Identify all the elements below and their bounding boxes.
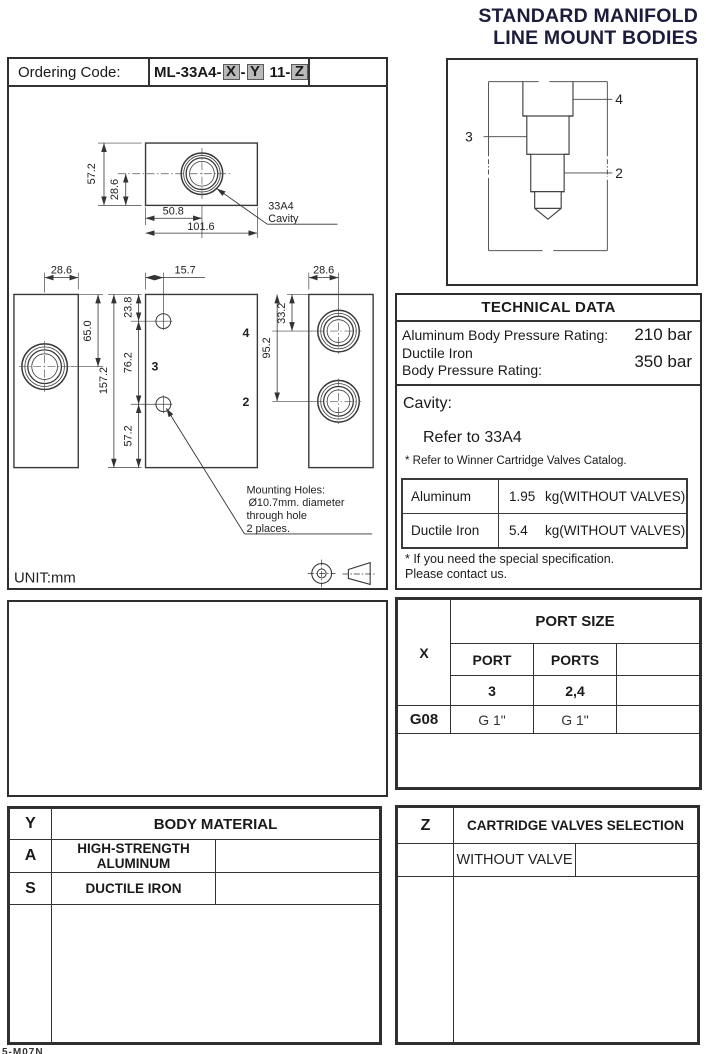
weight-row-aluminum bbox=[402, 479, 687, 514]
material-label-aluminum: HIGH-STRENGTH ALUMINUM bbox=[52, 840, 216, 873]
mounting-note-line2: Ø10.7mm. diameter bbox=[248, 497, 345, 510]
ordering-code-separator: - bbox=[240, 63, 246, 81]
front-view-outline bbox=[146, 294, 258, 467]
aluminum-rating-value: 210 bar bbox=[634, 325, 692, 344]
ductile-rating-label bbox=[402, 345, 542, 379]
material-empty-cell bbox=[216, 840, 380, 873]
body-material-key-empty bbox=[10, 905, 52, 1043]
cartridge-title: CARTRIDGE VALVES SELECTION bbox=[454, 808, 698, 844]
ordering-code-prefix: ML-33A4- bbox=[154, 63, 222, 81]
cartridge-empty-area bbox=[454, 877, 698, 1043]
dim-top-50-8: 50.8 bbox=[162, 205, 184, 218]
ordering-code-label: Ordering Code: bbox=[9, 59, 150, 85]
cartridge-selection-table bbox=[397, 807, 698, 1043]
dim-left-28-6: 28.6 bbox=[50, 264, 73, 277]
cavity-callout bbox=[268, 200, 299, 225]
ductile-rating-row bbox=[402, 345, 694, 379]
body-material-title: BODY MATERIAL bbox=[52, 809, 380, 840]
cavity-section-panel bbox=[446, 58, 698, 286]
mounting-holes-note bbox=[246, 484, 344, 535]
weight-row-ductile bbox=[402, 514, 687, 549]
body-outlines bbox=[14, 143, 373, 468]
body-material-empty-area bbox=[52, 905, 380, 1043]
ordering-code-y-box: Y bbox=[247, 64, 264, 80]
weight-value: 5.4 kg(WITHOUT VALVES) bbox=[499, 514, 688, 549]
dim-top-101-6: 101.6 bbox=[187, 221, 215, 234]
dim-right-33-2: 33.2 bbox=[276, 302, 289, 324]
cavity-port-3-label: 3 bbox=[465, 129, 473, 145]
dim-front-157-2: 157.2 bbox=[97, 366, 110, 395]
weight-table bbox=[401, 478, 688, 549]
port-2-label: 2 bbox=[242, 395, 250, 410]
pressure-ratings bbox=[397, 322, 700, 386]
col-header-port: PORT bbox=[451, 644, 534, 676]
port-size-table bbox=[397, 599, 700, 788]
col-header-ports: PORTS bbox=[534, 644, 617, 676]
left-view-outline bbox=[14, 294, 78, 467]
g08-empty-cell bbox=[617, 706, 700, 734]
aluminum-rating-label: Aluminum Body Pressure Rating: bbox=[402, 326, 609, 343]
ordering-code-z-box: Z bbox=[291, 64, 307, 80]
cavity-callout-line2: Cavity bbox=[268, 213, 299, 226]
port-3-label: 3 bbox=[151, 359, 159, 374]
special-spec-note-line2: Please contact us. bbox=[405, 567, 508, 581]
dim-right-28-6: 28.6 bbox=[313, 264, 335, 277]
cavity-callout-line1: 33A4 bbox=[268, 200, 294, 213]
sub-header-empty bbox=[617, 676, 700, 706]
projection-symbol-icon bbox=[308, 560, 376, 588]
sub-header-port-3: 3 bbox=[451, 676, 534, 706]
dim-front-23-8: 23.8 bbox=[122, 296, 135, 318]
ductile-rating-label-line2: Body Pressure Rating: bbox=[402, 362, 543, 378]
cavity-section-drawing bbox=[448, 60, 696, 284]
footer-text-fragment: 5-M07N bbox=[2, 1047, 44, 1054]
mounting-note-line4: 2 places. bbox=[246, 522, 291, 535]
cartridge-empty-cell bbox=[576, 844, 698, 877]
unit-label: UNIT:mm bbox=[13, 570, 76, 587]
cavity-reference: Refer to 33A4 bbox=[423, 429, 522, 446]
cavity-block-outline bbox=[488, 82, 607, 251]
special-spec-note bbox=[405, 552, 614, 582]
material-label-ductile: DUCTILE IRON bbox=[52, 873, 216, 905]
drawing-panel bbox=[7, 57, 388, 590]
ordering-code-mid: 11- bbox=[269, 63, 291, 81]
dim-front-15-7: 15.7 bbox=[174, 264, 196, 277]
cavity-footnote: * Refer to Winner Cartridge Valves Catalog. bbox=[405, 455, 627, 467]
col-header-empty bbox=[617, 644, 700, 676]
cavity-port-4-label: 4 bbox=[615, 92, 623, 108]
dim-front-76-2: 76.2 bbox=[122, 352, 135, 374]
port-size-empty-area bbox=[398, 734, 700, 788]
dim-front-57-2: 57.2 bbox=[122, 425, 135, 447]
g08-ports-value: G 1" bbox=[534, 706, 617, 734]
leader-lines bbox=[166, 189, 372, 534]
cavity-leader-lines bbox=[484, 99, 613, 173]
aluminum-rating-row bbox=[402, 325, 694, 345]
port-4-label: 4 bbox=[242, 325, 250, 340]
technical-data-header: TECHNICAL DATA bbox=[397, 295, 700, 322]
page-title-line2: LINE MOUNT BODIES bbox=[493, 27, 698, 49]
cartridge-key-empty2 bbox=[398, 877, 454, 1043]
weight-material: Aluminum bbox=[402, 479, 499, 514]
page-title bbox=[478, 5, 698, 49]
weight-value: 1.95 kg(WITHOUT VALVES) bbox=[499, 479, 688, 514]
mounting-note-line3: through hole bbox=[246, 510, 307, 523]
row-code-g08: G08 bbox=[398, 706, 451, 734]
dim-left-65-0: 65.0 bbox=[82, 320, 95, 342]
port-size-panel bbox=[395, 597, 702, 790]
body-material-panel bbox=[7, 806, 382, 1045]
cartridge-option-without-valve: WITHOUT VALVE bbox=[454, 844, 576, 877]
centerlines bbox=[19, 148, 361, 424]
page-title-line1: STANDARD MANIFOLD bbox=[478, 5, 698, 27]
manifold-drawing bbox=[9, 85, 386, 588]
weight-material: Ductile Iron bbox=[402, 514, 499, 549]
cavity-heading: Cavity: bbox=[403, 395, 452, 412]
cavity-bore-profile bbox=[523, 82, 573, 220]
ductile-rating-value: 350 bar bbox=[634, 352, 692, 371]
port-number-labels bbox=[151, 326, 249, 409]
sub-header-ports-24: 2,4 bbox=[534, 676, 617, 706]
body-material-table bbox=[9, 808, 380, 1043]
cavity-port-2-label: 2 bbox=[615, 165, 623, 181]
port-size-key: X bbox=[398, 600, 451, 706]
material-empty-cell bbox=[216, 873, 380, 905]
material-code-s: S bbox=[10, 873, 52, 905]
dim-right-95-2: 95.2 bbox=[261, 337, 274, 359]
g08-port-value: G 1" bbox=[451, 706, 534, 734]
cartridge-selection-panel bbox=[395, 805, 700, 1045]
body-material-key: Y bbox=[10, 809, 52, 840]
cartridge-key: Z bbox=[398, 808, 454, 844]
ductile-rating-label-line1: Ductile Iron bbox=[402, 345, 473, 361]
mounting-note-line1: Mounting Holes: bbox=[246, 484, 326, 497]
material-code-a: A bbox=[10, 840, 52, 873]
ordering-code-x-box: X bbox=[223, 64, 240, 80]
dim-top-28-6: 28.6 bbox=[108, 178, 121, 201]
special-spec-note-line1: * If you need the special specification. bbox=[405, 552, 615, 566]
empty-panel bbox=[7, 600, 388, 797]
technical-data-panel bbox=[395, 293, 702, 590]
ordering-code-row bbox=[9, 59, 386, 87]
dim-top-57-2: 57.2 bbox=[86, 163, 99, 185]
ordering-code-value bbox=[150, 59, 310, 85]
port-size-title: PORT SIZE bbox=[451, 600, 700, 644]
cartridge-key-empty bbox=[398, 844, 454, 877]
